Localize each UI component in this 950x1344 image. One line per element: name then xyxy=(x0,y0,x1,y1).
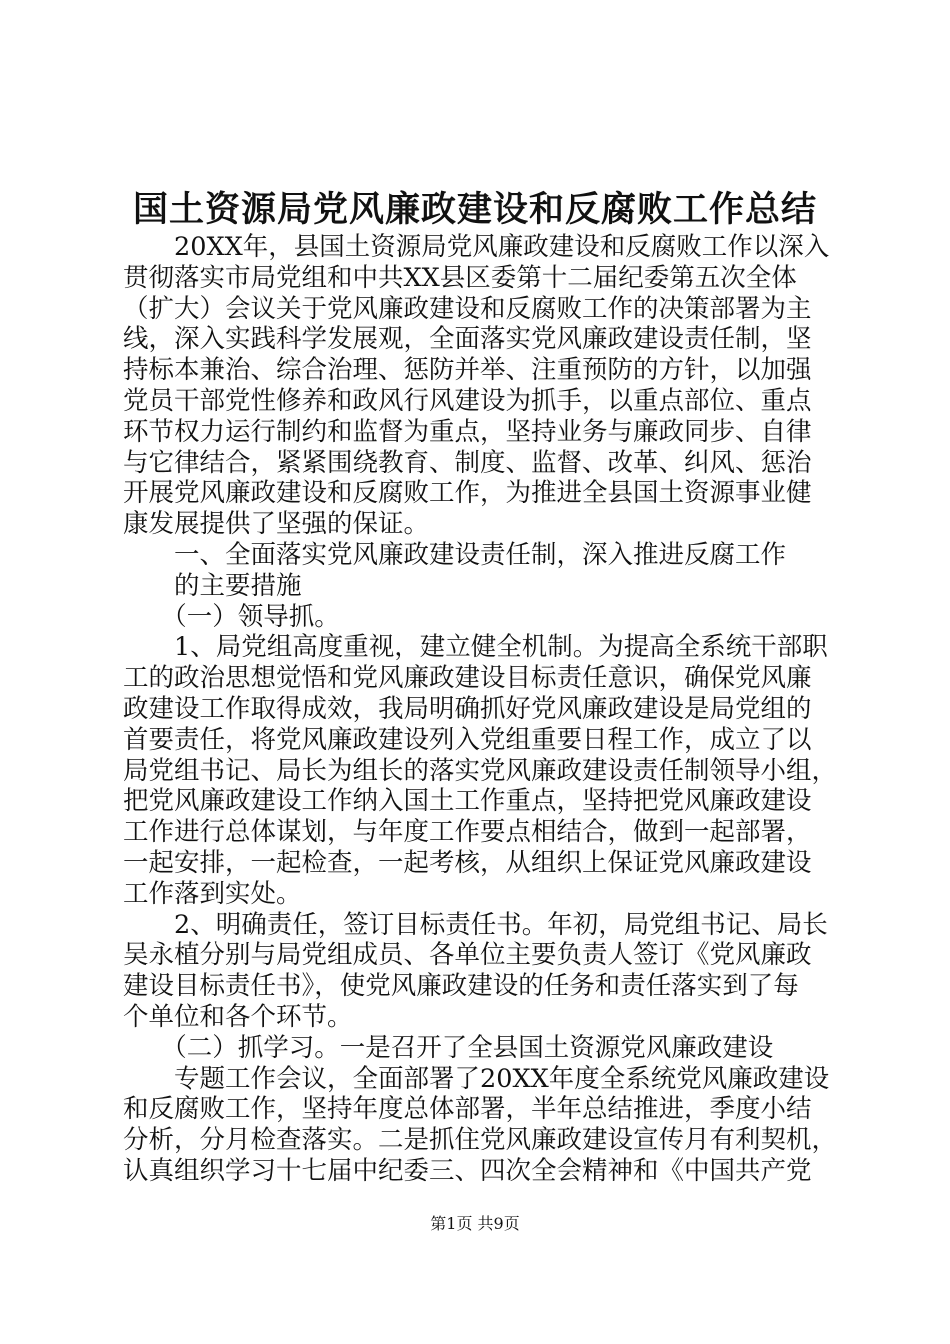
body-line: 分析，分月检查落实。二是抓住党风廉政建设宣传月有利契机， xyxy=(123,1125,838,1156)
body-line: （扩大）会议关于党风廉政建设和反腐败工作的决策部署为主 xyxy=(123,293,812,324)
body-line: 开展党风廉政建设和反腐败工作，为推进全县国土资源事业健 xyxy=(123,478,812,509)
body-line: 认真组织学习十七届中纪委三、四次全会精神和《中国共产党 xyxy=(123,1155,812,1186)
body-line: 吴永植分别与局党组成员、各单位主要负责人签订《党风廉政 xyxy=(123,940,812,971)
body-line: 建设目标责任书》，使党风廉政建设的任务和责任落实到了每 xyxy=(123,971,799,1002)
body-line: 工作落到实处。 xyxy=(123,878,302,909)
section-heading: 一、全面落实党风廉政建设责任制，深入推进反腐工作 xyxy=(123,539,787,570)
document-body xyxy=(123,232,843,1187)
body-line: 线，深入实践科学发展观，全面落实党风廉政建设责任制，坚 xyxy=(123,324,812,355)
body-line: 环节权力运行制约和监督为重点，坚持业务与廉政同步、自律 xyxy=(123,416,812,447)
subsection-heading: （一）领导抓。 xyxy=(123,601,340,632)
body-line: 局党组书记、局长为组长的落实党风廉政建设责任制领导小组， xyxy=(123,755,838,786)
body-line: 把党风廉政建设工作纳入国土工作重点，坚持把党风廉政建设 xyxy=(123,786,812,817)
body-line: 1、局党组高度重视，建立健全机制。为提高全系统干部职 xyxy=(123,632,828,663)
body-line: 专题工作会议，全面部署了20XX年度全系统党风廉政建设 xyxy=(123,1063,830,1094)
body-line: 持标本兼治、综合治理、惩防并举、注重预防的方针，以加强 xyxy=(123,355,812,386)
body-line: 与它律结合，紧紧围绕教育、制度、监督、改革、纠风、惩治 xyxy=(123,447,812,478)
body-line: 工的政治思想觉悟和党风廉政建设目标责任意识，确保党风廉 xyxy=(123,663,812,694)
body-line: 2、明确责任，签订目标责任书。年初，局党组书记、局长 xyxy=(123,909,828,940)
page-number-footer: 第1页 共9页 xyxy=(430,1214,520,1233)
body-line: 一起安排，一起检查，一起考核，从组织上保证党风廉政建设 xyxy=(123,847,812,878)
document-title: 国土资源局党风廉政建设和反腐败工作总结 xyxy=(132,189,817,230)
body-line: 个单位和各个环节。 xyxy=(123,1001,353,1032)
body-line: 首要责任，将党风廉政建设列入党组重要日程工作，成立了以 xyxy=(123,724,812,755)
body-line: 20XX年，县国土资源局党风廉政建设和反腐败工作以深入 xyxy=(123,232,830,262)
body-line: 贯彻落实市局党组和中共XX县区委第十二届纪委第五次全体 xyxy=(123,262,797,293)
body-line: 政建设工作取得成效，我局明确抓好党风廉政建设是局党组的 xyxy=(123,693,812,724)
section-heading: 的主要措施 xyxy=(123,570,302,601)
body-line: 康发展提供了坚强的保证。 xyxy=(123,509,430,540)
body-line: 和反腐败工作，坚持年度总体部署，半年总结推进，季度小结 xyxy=(123,1094,812,1125)
subsection-heading: （二）抓学习。一是召开了全县国土资源党风廉政建设 xyxy=(123,1032,774,1063)
body-line: 党员干部党性修养和政风行风建设为抓手，以重点部位、重点 xyxy=(123,385,812,416)
body-line: 工作进行总体谋划，与年度工作要点相结合，做到一起部署， xyxy=(123,817,812,848)
